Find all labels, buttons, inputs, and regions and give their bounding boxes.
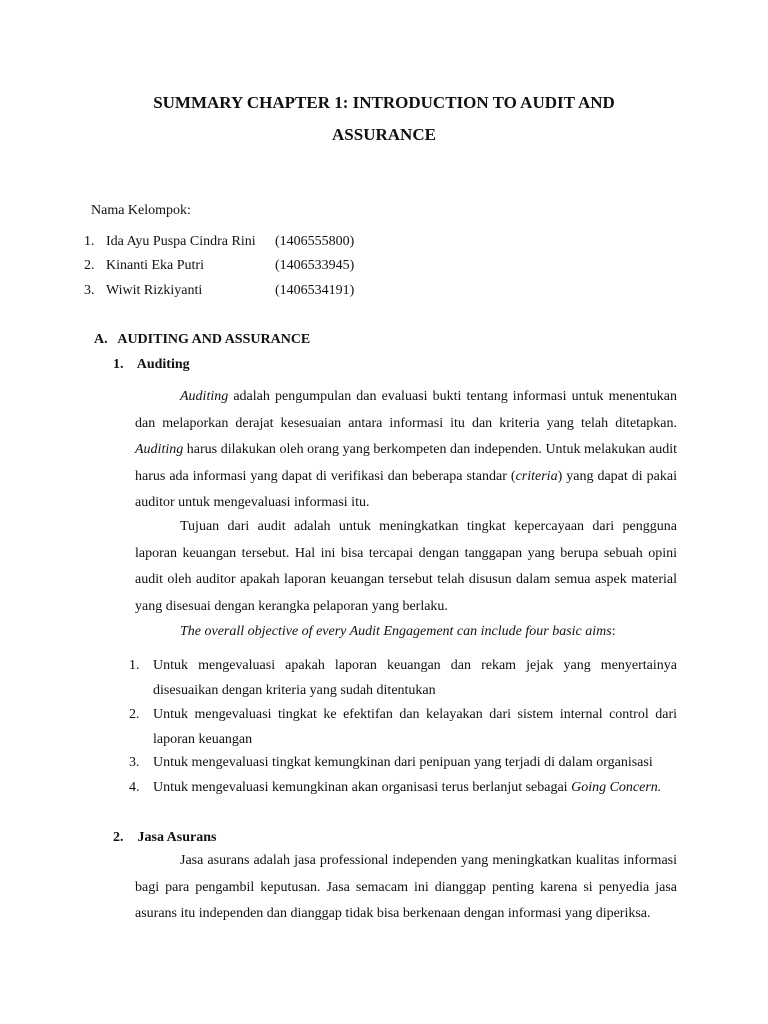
- member-number: 2.: [84, 258, 95, 273]
- list-item-text: Untuk mengevaluasi tingkat ke efektifan dan kelayakan dari sistem internal control dari laporan keuangan: [153, 707, 677, 747]
- paragraph-jasa-asurans: Jasa asurans adalah jasa professional independen yang meningkatkan kualitas informasi bagi para pengambil keputusan. Jasa semacam ini dianggap penting karena si penyedia jasa asurans itu independen dan dianggap tidak bisa berkenaan dengan informasi yang diperiksa.: [135, 853, 677, 921]
- title-line-2: ASSURANCE: [332, 125, 436, 144]
- group-label: Nama Kelompok:: [91, 203, 191, 218]
- list-item: [129, 776, 677, 801]
- list-item: [129, 654, 677, 703]
- member-id: (1406534191): [275, 283, 355, 298]
- subsection-heading-auditing: 1. Auditing: [113, 357, 190, 372]
- member-name: Ida Ayu Puspa Cindra Rini: [106, 234, 256, 249]
- list-item-number: 1.: [129, 658, 140, 673]
- member-name: Kinanti Eka Putri: [106, 258, 204, 273]
- aims-intro-colon: :: [611, 624, 616, 639]
- paragraph-text: harus dilakukan oleh orang yang berkompeten dan independen. Untuk melakukan audit harus ada informasi yang dapat di verifikasi dan beberapa standar (: [135, 442, 677, 484]
- list-item-number: 2.: [129, 707, 140, 722]
- aims-intro-text: The overall objective of every Audit Engagement can include four basic aims: [180, 624, 612, 639]
- subsection-heading-jasa-asurans: 2. Jasa Asurans: [113, 830, 217, 845]
- paragraph-text: ) yang dapat di pakai auditor untuk mengevaluasi informasi itu.: [135, 468, 677, 510]
- member-id: (1406533945): [275, 258, 355, 273]
- section-heading-a: A. AUDITING AND ASSURANCE: [94, 332, 311, 347]
- paragraph-audit-purpose: Tujuan dari audit adalah untuk meningkatkan tingkat kepercayaan dari pengguna laporan keuangan tersebut. Hal ini bisa tercapai dengan tanggapan yang berupa sebuah opini audit oleh auditor apakah laporan keuangan tersebut telah disusun dalam semua aspek material yang disesuai dengan kerangka pelaporan yang berlaku.: [135, 519, 677, 614]
- member-name: Wiwit Rizkiyanti: [106, 283, 203, 298]
- member-id: (1406555800): [275, 234, 355, 249]
- aims-intro: [180, 620, 616, 644]
- member-row: [84, 230, 355, 254]
- document-title: [0, 87, 768, 151]
- term-auditing: Auditing: [180, 389, 229, 404]
- list-item-text: [153, 776, 677, 801]
- term-going-concern: Going Concern.: [571, 780, 662, 795]
- term-criteria: criteria: [515, 468, 558, 484]
- list-item-text: Untuk mengevaluasi tingkat kemungkinan dari penipuan yang terjadi di dalam organisasi: [153, 755, 653, 770]
- list-item-body: Untuk mengevaluasi kemungkinan akan organisasi terus berlanjut sebagai: [153, 780, 572, 795]
- paragraph-auditing-definition: [135, 384, 677, 517]
- member-row: [84, 279, 355, 303]
- term-auditing: Auditing: [135, 442, 184, 457]
- list-item-number: 4.: [129, 780, 140, 795]
- list-item: [129, 703, 677, 752]
- member-row: [84, 254, 355, 278]
- list-item: [129, 751, 677, 776]
- member-number: 3.: [84, 283, 95, 298]
- paragraph-text: adalah pengumpulan dan evaluasi bukti tentang informasi untuk menentukan dan melaporkan derajat kesesuaian antara informasi itu dan kriteria yang telah ditetapkan.: [135, 389, 677, 431]
- list-item-text: Untuk mengevaluasi apakah laporan keuangan dan rekam jejak yang menyertainya disesuaikan dengan kriteria yang sudah ditentukan: [153, 658, 677, 698]
- title-line-1: SUMMARY CHAPTER 1: INTRODUCTION TO AUDIT AND: [153, 93, 615, 112]
- member-number: 1.: [84, 234, 95, 249]
- list-item-number: 3.: [129, 755, 140, 770]
